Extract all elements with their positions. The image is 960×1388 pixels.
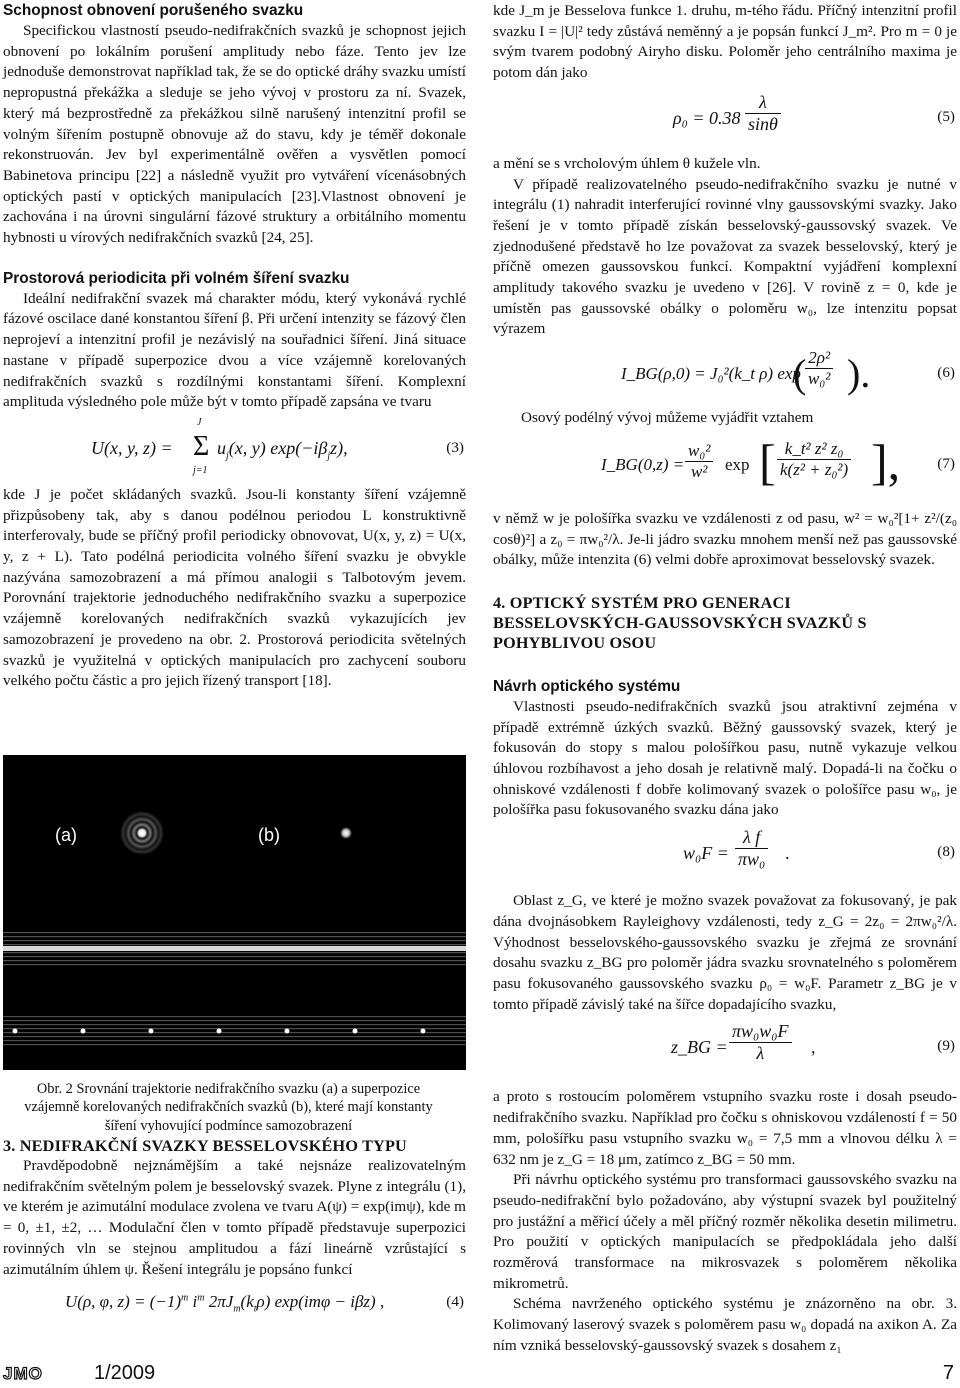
section-heading-bessel: 3. NEDIFRAKČNÍ SVAZKY BESSELOVSKÉHO TYPU — [3, 1137, 407, 1155]
right-column — [493, 0, 957, 1357]
equation-6: I_BG(ρ,0) = J₀²(k_t ρ) exp ( $\frac{\text{2ρ²}}{\text{w₀²}}$ ). (6) — [621, 348, 955, 397]
figure-caption: Obr. 2 Srovnání trajektorie nedifrakčního svazku (a) a superpozice vzájemně korelovaných nedifrakčních svazků (b), které mají konstanty šíření vyhovující podmínce samozobrazení — [24, 1081, 433, 1134]
paragraph-after-eq5: a mění se s vrcholovým úhlem θ kužele vln. — [493, 154, 761, 172]
section-heading-4: 4. OPTICKÝ SYSTÉM PRO GENERACI BESSELOVSKÝCH-GAUSSOVSKÝCH SVAZKŮ S POHYBLIVOU OSOU — [493, 593, 867, 652]
paragraph-periodicita: Ideální nedifrakční svazek má charakter módu, který vykonává rychlé fázové oscilace dané konstantou šíření β. Při určení intenzity se fázový člen neprojeví a intenzitní profil je nezávislý na souřadnici šíření. Jiná situace nastane v případě superpozice dvou a více vzájemně korelovaných nedifrakčních svazků s rozdílnými konstantami šíření. Komplexní amplituda výsledného pole může být v tomto případě zapsána ve tvaru — [3, 289, 466, 411]
paragraph-bessel: Pravděpodobně nejznámějším a také nejsnáze realizovatelným nedifrakčním světelným polem je besselovský svazek. Plyne z integrálu (1), ve kterém je azimutální modulace zvolena ve tvaru A(ψ) = exp(imψ), kde m = 0, ±1, ±2, … Modulační člen v tomto případě představuje superpozici rovinných vln se stejnou amplitudou a fází lineárně vzrůstající s azimutálním úhlem ψ. Řešení integrálu je popsáno funkcí — [3, 1157, 466, 1278]
left-column — [3, 0, 466, 1315]
paragraph-after-eq9: a proto s rostoucím poloměrem vstupního svazku roste i dosah pseudo-nedifrakčního svazku. Například pro čočku s ohniskovou vzdáleností f = 50 mm, pološířku pasu vstupního svazku w₀ = 7,5 mm a vlnovou délku λ = 632 nm je z_G = 18 μm, zatímco z_BG = 50 mm. — [493, 1088, 957, 1168]
trajectory-b — [3, 1016, 466, 1046]
journal-logo: JMO — [3, 1364, 43, 1383]
paragraph-obnoveni: Specifickou vlastností pseudo-nedifrakčních svazků je schopnost jejich obnovení po lokálním porušení amplitudy nebo fáze. Tento jev lze jednoduše demonstrovat například tak, že se do optické dráhy svazku umístí nepropustná překážka a sleduje se jeho vývoj v prostoru za ní. Svazek, který má bezprostředně za překážkou silně narušený intenzitní profil se volným šířením postupně obnovuje až do stavu, kdy je téměř dokonale rekonstruován. Jev byl experimentálně ověřen a vysvětlen pomocí Babinetova principu [22] a následně využit pro vytváření vícenásobných optických pastí v optických manipulacích [23].Vlastnost obnovení je zachována i na úrovni singulární fázové struktury a orbitálního momentu hybnosti u vírových nedifrakčních svazků [24, 25]. — [3, 22, 466, 247]
paragraph-after-eq7: v němž w je pološířka svazku ve vzdálenosti z od pasu, w² = w₀²[1+ z²/(z₀ cosθ)²] a z₀ = πw₀²/λ. Je-li jádro svazku mnohem menší než pas gaussovské obálky, může intenzita (6) velmi dobře aproximovat besselovský svazek. — [493, 509, 957, 569]
equation-9: z_BG = $\frac{\text{πw₀w₀F}}{\lambda}$ , (9) — [671, 1021, 955, 1064]
paragraph-navrhu: Při návrhu optického systému pro transformaci gaussovského svazku na pseudo-nedifrakční bylo požadováno, aby výstupní svazek byl použitelný pro justážní a měřicí účely a měl příčný rozměr několika desetin milimetru. Pro použití v optických manipulacích se předpokládala jeho další rozměrová transformace na mikrosvazek s poloměrem několika mikrometrů. — [493, 1171, 957, 1292]
figure-label-b: (b) — [258, 825, 280, 845]
paragraph-schema: Schéma navrženého optického systému je znázorněno na obr. 3. Kolimovaný laserový svazek s poloměrem pasu w₀ dopadá na axikon A. Za ním vzniká besselovský-gaussovský svazek s dosahem z₁ — [493, 1295, 957, 1354]
paragraph-after-eq3: kde J je počet skládaných svazků. Jsou-li konstanty šíření vzájemně přizpůsobeny tak, aby s danou podélnou periodou L konstruktivně interferovaly, bude se příčný profil periodicky obnovovat, U(x, y, z) = U(x, y, z + L). Tato podélná periodicita volného šíření svazku je obvykle nazývána samozobrazení a má přímou analogii s Talbotovým jevem. Porovnání trajektorie jednoduchého nedifrakčního svazku a superpozice vzájemně korelovaných nedifrakčních svazků vykazujících jev samozobrazení je provedeno na obr. 2. Prostorová periodicita světelných svazků je využitelná v optických manipulacích pro zachycení souboru velkého počtu částic a pro jejich řízený transport [18]. — [3, 485, 466, 690]
paragraph-osovy: Osový podélný vývoj můžeme vyjádřit vztahem — [521, 409, 814, 427]
equation-8: w₀F = $\frac{\text{λ f}}{\text{πw₀}}$ . (8) — [683, 827, 955, 870]
paragraph-oblast: Oblast z_G, ve které je možno svazek považovat za fokusovaný, je pak dána dvojnásobkem Rayleighovy vzdálenosti, tedy z_G = 2z₀ = 2πw₀²/λ. Výhodnost besselovského-gaussovského svazku je zřejmá ze srovnání dosahu svazku z_BG pro poloměr jádra svazku srovnatelného s poloměrem pasu fokusovaného gaussovského svazku ρ₀ = w₀F. Parametr z_BG je v tomto případě závislý také na šířce dopadajícího svazku, — [493, 892, 957, 1013]
page-number: 7 — [942, 1362, 954, 1384]
page-footer — [0, 1362, 960, 1388]
equation-4: U(ρ, φ, $z) = (-1)^m$ $i^m$ $2\pi J_m(k_t\rho) \exp(im\varphi - i\beta z)$ , (4) — [65, 1292, 464, 1315]
paragraph-navrh: Vlastnosti pseudo-nedifrakčních svazků jsou atraktivní zejména v případě extrémně úzkých svazků. Běžný gaussovský svazek, který je fokusován do stopy s malou pološířkou pasu, nutně vykazuje velkou úhlovou rozbíhavost a jeho dosah je relativně malý. Dopadá-li na čočku o ohniskové vzdálenosti f dobře kolimovaný svazek o pološířce pasu w₀, je pološířka pasu fokusovaného svazku dána jako — [493, 697, 957, 819]
equation-5: ρ₀ = 0.38 $\frac{\lambda}{\sin\theta}$ (5) — [673, 91, 955, 134]
equation-3: U(x, y, z) = J Σ j=1 $u_j(x$, y) $\exp(-i\beta_jz)$, (3) — [91, 416, 464, 476]
figure-label-a: (a) — [55, 825, 77, 845]
section-heading-navrh: Návrh optického systému — [493, 677, 681, 695]
spot-a — [120, 811, 164, 855]
section-heading-obnoveni: Schopnost obnovení porušeného svazku — [3, 2, 304, 19]
trajectory-a-core — [3, 946, 466, 951]
spot-b — [340, 827, 352, 839]
figure-2 — [3, 755, 466, 1070]
paragraph-realizovatelny: V případě realizovatelného pseudo-nedifrakčního svazku je nutné v integrálu (1) nahradit interferující rovinné vlny gaussovskými svazky. Jako řešení je v tomto případě získán besselovský-gaussovský svazek. Ve zjednodušené představě ho lze považovat za svazek besselovský, který je příčně omezen gaussovskou funkcí. Kompaktní vyjádření komplexní amplitudy takového svazku je uvedeno v [26]. V rovině z = 0, kde je umístěn pas gaussovské obálky o poloměru w₀, lze intenzitu popsat výrazem — [493, 175, 957, 338]
issue-number: 1/2009 — [94, 1362, 156, 1384]
section-heading-periodicita: Prostorová periodicita při volném šíření svazku — [3, 269, 350, 287]
paragraph-besselova-funkce: kde J_m je Besselova funkce 1. druhu, m-tého řádu. Příčný intenzitní profil svazku I = |U|² tedy zůstává neměnný a je popsán funkcí J_m². Pro m = 0 je svým tvarem podobný Airyho disku. Poloměr jeho centrálního maxima je potom dán jako — [493, 2, 957, 82]
equation-7: I_BG(0,z) = $\frac{\text{w₀²}}{\text{w²}}$ exp [ $\frac{\text{k\_t² z² z₀}}{\text{k(z² + z₀²)}}$ ], (7) — [601, 433, 955, 490]
